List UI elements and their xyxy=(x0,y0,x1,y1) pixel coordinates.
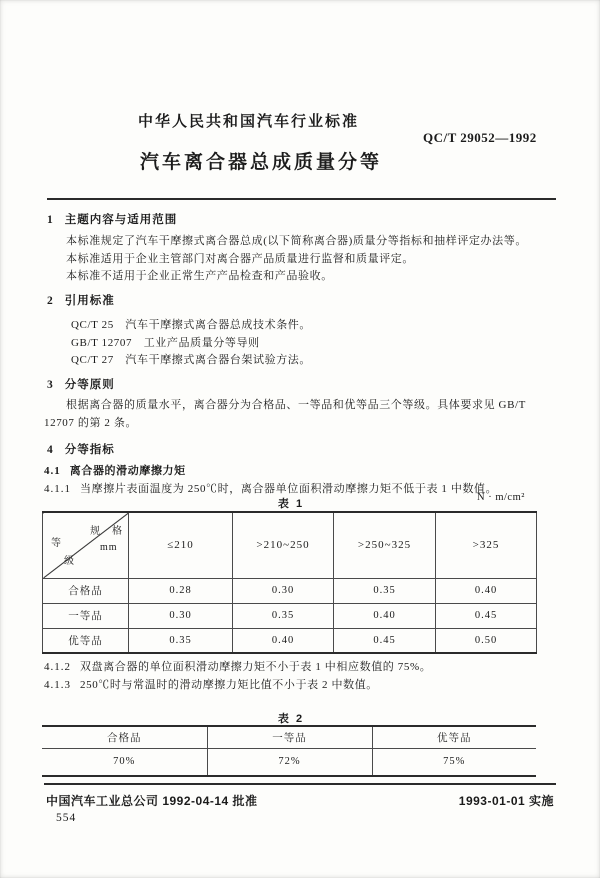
table-cell: 70% xyxy=(42,748,207,776)
table-1-unit: N · m/cm² xyxy=(477,492,525,503)
section-4-title: 分等指标 xyxy=(64,444,115,456)
section-2-title: 引用标准 xyxy=(64,295,115,307)
page-number: 554 xyxy=(56,812,77,824)
table-cell: 0.45 xyxy=(436,603,537,628)
standard-class-heading: 中华人民共和国汽车行业标准 xyxy=(138,113,360,130)
table-row xyxy=(43,628,537,653)
section-2-heading xyxy=(47,292,115,308)
table-1-col-header: >325 xyxy=(436,512,537,578)
table-1-col-header: >210~250 xyxy=(233,512,334,578)
clause-4-1 xyxy=(44,462,556,478)
clause-4-1-2 xyxy=(44,658,556,674)
grade-label: 优等品 xyxy=(43,628,129,653)
section-1-paragraph: 本标准规定了汽车干摩擦式离合器总成(以下简称离合器)质量分等指标和抽样评定办法等。 xyxy=(66,235,527,247)
corner-row-axis-label: 等 xyxy=(51,538,62,549)
reference-item: QC/T 27 汽车干摩擦式离合器台架试验方法。 xyxy=(71,354,312,366)
clause-4-1-title: 离合器的滑动摩擦力矩 xyxy=(69,465,186,477)
table-cell: 0.35 xyxy=(233,603,334,628)
table-1-col-header: ≤210 xyxy=(129,512,233,578)
section-3-number: 3 xyxy=(47,379,54,391)
table-2-col-header: 优等品 xyxy=(372,726,536,748)
approval-note: 中国汽车工业总公司 1992-04-14 批准 xyxy=(46,794,258,808)
table-cell: 0.35 xyxy=(334,578,436,603)
section-1-number: 1 xyxy=(47,214,54,226)
table-cell: 0.50 xyxy=(436,628,537,653)
table-2-col-header: 合格品 xyxy=(42,726,207,748)
clause-4-1-1-text: 当摩擦片表面温度为 250℃时，离合器单位面积滑动摩擦力矩不低于表 1 中数值。 xyxy=(80,483,498,495)
table-2-col-header: 一等品 xyxy=(207,726,372,748)
table-cell: 0.30 xyxy=(129,603,233,628)
clause-4-1-3-text: 250℃时与常温时的滑动摩擦力矩比值不小于表 2 中数值。 xyxy=(80,679,378,691)
table-cell: 72% xyxy=(207,748,372,776)
reference-item: GB/T 12707 工业产品质量分等导则 xyxy=(71,337,260,349)
table-2-header-row xyxy=(42,726,536,748)
table-cell: 0.45 xyxy=(334,628,436,653)
table-cell: 0.40 xyxy=(233,628,334,653)
footer-divider xyxy=(44,783,556,785)
table-2-caption: 表 2 xyxy=(277,713,305,725)
section-4-heading xyxy=(47,441,115,457)
clause-4-1-3-number: 4.1.3 xyxy=(44,679,71,691)
section-4-number: 4 xyxy=(47,444,54,456)
clause-4-1-3 xyxy=(44,676,556,692)
table-1-caption: 表 1 xyxy=(277,498,305,510)
table-1 xyxy=(42,511,537,654)
table-cell: 0.30 xyxy=(233,578,334,603)
table-row xyxy=(42,748,536,776)
table-cell: 0.28 xyxy=(129,578,233,603)
section-3-paragraph: 根据离合器的质量水平，离合器分为合格品、一等品和优等品三个等级。具体要求见 GB/T 12707 的第 2 条。 xyxy=(44,399,526,429)
section-1-paragraph: 本标准适用于企业主管部门对离合器产品质量进行监督和质量评定。 xyxy=(66,253,414,265)
table-row xyxy=(43,603,537,628)
table-cell: 75% xyxy=(372,748,536,776)
clause-4-1-1-number: 4.1.1 xyxy=(44,483,71,495)
corner-row-axis-label: 级 xyxy=(64,556,75,567)
standard-code: QC/T 29052—1992 xyxy=(423,130,537,145)
clause-4-1-number: 4.1 xyxy=(44,465,61,477)
section-1-paragraph: 本标准不适用于企业正常生产产品检查和产品验收。 xyxy=(66,270,333,282)
table-1-header-row xyxy=(43,512,537,578)
page-title: 汽车离合器总成质量分等 xyxy=(140,152,383,173)
clause-4-1-2-text: 双盘离合器的单位面积滑动摩擦力矩不小于表 1 中相应数值的 75%。 xyxy=(80,661,432,673)
table-row xyxy=(43,578,537,603)
section-1-heading xyxy=(47,211,177,227)
reference-item: QC/T 25 汽车干摩擦式离合器总成技术条件。 xyxy=(71,319,312,331)
table-cell: 0.40 xyxy=(334,603,436,628)
grade-label: 一等品 xyxy=(43,603,129,628)
implementation-note: 1993-01-01 实施 xyxy=(458,794,554,808)
clause-4-1-2-number: 4.1.2 xyxy=(44,661,71,673)
table-1-corner-cell xyxy=(43,512,129,578)
section-2-number: 2 xyxy=(47,295,54,307)
table-cell: 0.35 xyxy=(129,628,233,653)
table-2 xyxy=(42,725,536,777)
table-cell: 0.40 xyxy=(436,578,537,603)
table-1-col-header: >250~325 xyxy=(334,512,436,578)
grade-label: 合格品 xyxy=(43,578,129,603)
corner-col-axis-unit: mm xyxy=(100,542,118,553)
corner-col-axis-label: 规 格 xyxy=(90,526,123,537)
section-3-title: 分等原则 xyxy=(64,379,115,391)
section-1-title: 主题内容与适用范围 xyxy=(64,214,178,226)
section-3-heading xyxy=(47,376,115,392)
header-divider xyxy=(47,198,556,200)
